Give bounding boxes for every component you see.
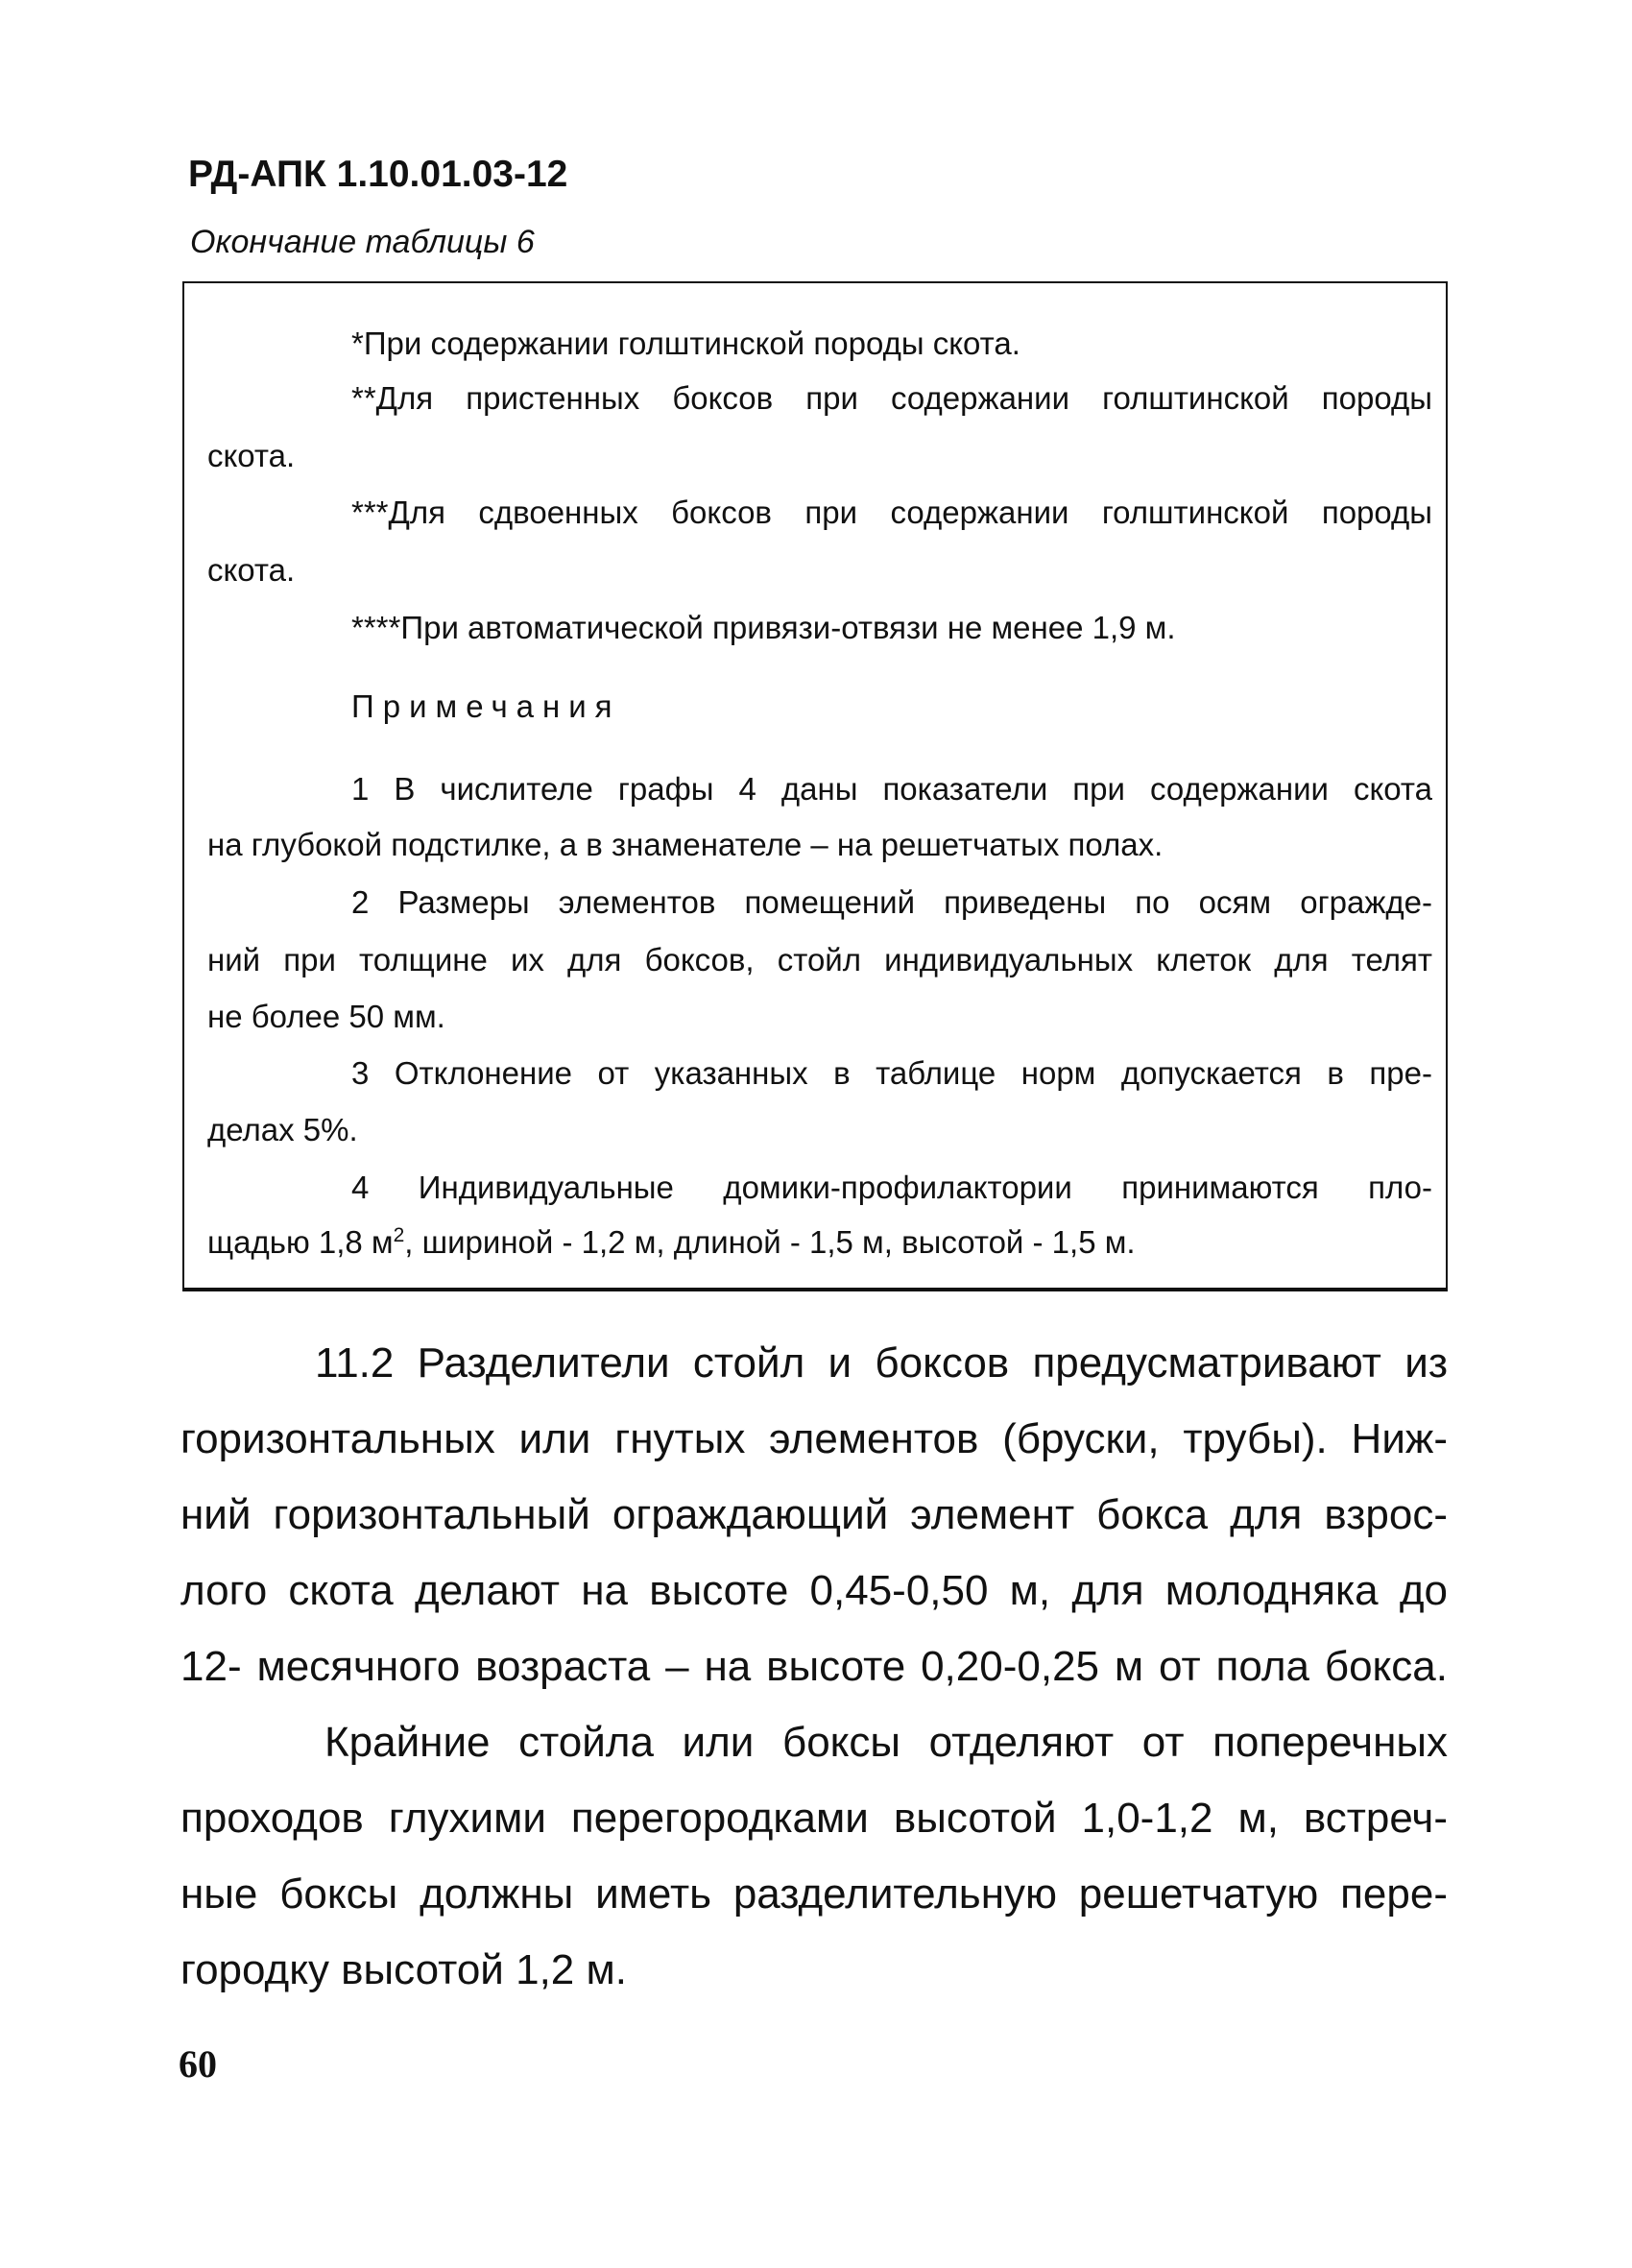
note-2-line-3: не более 50 мм. (207, 999, 445, 1034)
footnote-2-line-2: скота. (207, 438, 296, 473)
footnote-3-line-1: ***Для сдвоенных боксов при содержании голштинской породы (351, 496, 1432, 530)
footnote-2-line-1: **Для пристенных боксов при содержании голштинской породы (351, 382, 1432, 416)
note-3-line-2: делах 5%. (207, 1112, 358, 1147)
note-1-line-1: 1 В числителе графы 4 даны показатели при содержании скота (351, 773, 1432, 807)
para-2-line-1: Крайние стойла или боксы отделяют от поперечных (324, 1722, 1448, 1766)
document-code: РД-АПК 1.10.01.03-12 (188, 154, 568, 195)
para-2-line-4: городку высотой 1,2 м. (180, 1946, 627, 1993)
para-1-line-3: ний горизонтальный ограждающий элемент бокса для взрос- (180, 1494, 1448, 1538)
para-1-line-2: горизонтальных или гнутых элементов (бруски, трубы). Ниж- (180, 1418, 1448, 1462)
note-3-line-1: 3 Отклонение от указанных в таблице норм допускается в пре- (351, 1057, 1432, 1091)
note-2-line-2: ний при толщине их для боксов, стойл индивидуальных клеток для телят (207, 944, 1432, 977)
note-1-line-2: на глубокой подстилке, а в знаменателе – на решетчатых полах. (207, 827, 1164, 862)
note-4-line-1: 4 Индивидуальные домики-профилактории принимаются пло- (351, 1171, 1432, 1205)
footnote-3-line-2: скота. (207, 552, 296, 588)
para-2-line-3: ные боксы должны иметь разделительную решетчатую пере- (180, 1873, 1448, 1918)
note-4-text-a: щадью 1,8 м (207, 1224, 394, 1260)
notes-title: Примечания (351, 688, 621, 724)
note-2-line-1: 2 Размеры элементов помещений приведены по осям огражде- (351, 886, 1432, 920)
note-4-line-2 (207, 1225, 1136, 1258)
page-number: 60 (179, 2042, 217, 2086)
note-4-superscript: 2 (393, 1224, 405, 1246)
footnote-1: *При содержании голштинской породы скота. (351, 326, 1020, 361)
para-1-line-4: лого скота делают на высоте 0,45-0,50 м, для молодняка до (180, 1570, 1448, 1614)
para-1-line-1: 11.2 Разделители стойл и боксов предусматривают из (315, 1342, 1448, 1387)
table-caption: Окончание таблицы 6 (190, 224, 535, 260)
note-4-text-b: , шириной - 1,2 м, длиной - 1,5 м, высотой - 1,5 м. (404, 1224, 1136, 1260)
para-1-line-5: 12- месячного возраста – на высоте 0,20-0,25 м от пола бокса. (180, 1646, 1448, 1690)
footnote-4: ****При автоматической привязи-отвязи не менее 1,9 м. (351, 610, 1176, 645)
para-2-line-2: проходов глухими перегородками высотой 1,0-1,2 м, встреч- (180, 1798, 1448, 1842)
